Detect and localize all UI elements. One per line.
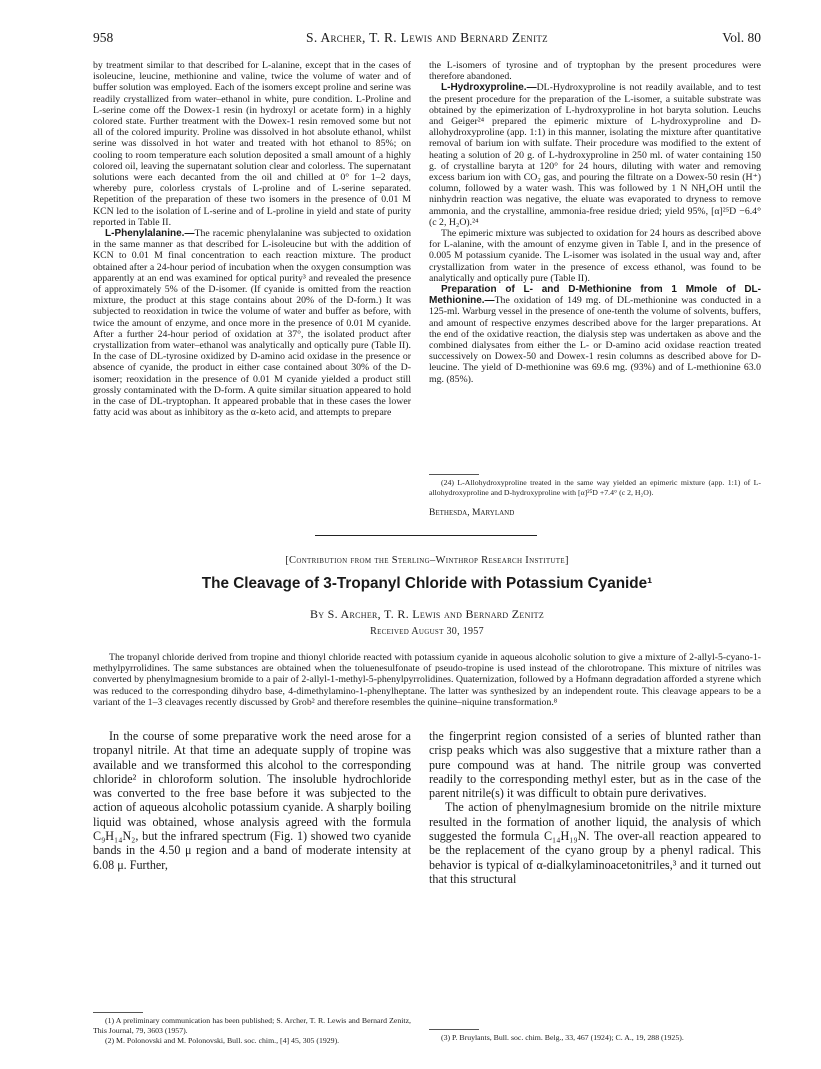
volume-number: Vol. 80	[722, 30, 761, 45]
section-heading: Preparation of L- and D-Methionine from 1 Mmole of DL-Methionine.—	[429, 284, 761, 307]
footnote-24	[429, 478, 761, 497]
footnote-rule	[429, 1029, 479, 1030]
phenylalanine-paragraph	[93, 228, 411, 418]
body-right-column	[429, 729, 761, 886]
contribution-line: [Contribution from the Sterling–Winthrop Research Institute]	[285, 555, 569, 566]
footnotes-left	[93, 1016, 411, 1047]
article-title: The Cleavage of 3-Tropanyl Chloride with Potassium Cyanide¹	[201, 575, 653, 592]
paragraph-text: The oxidation of 149 mg. of DL-methionine was conducted in a 125-ml. Warburg vessel in the presence of one-tenth the volume of solvents, buffers, and amount of respective enzymes described above for the larger preparations. At the end of the oxidative reaction, the dialysis step was undertaken as above and the combined dialysates from either the L- or D-amino acid oxidase reaction treated successively on Dowex-50 and Dowex-1 resin columns as described above for D-leucine. The yield of D-methionine was 69.6 mg. (93%) and of L-methionine 63.0 mg. (85%).	[429, 295, 761, 385]
body-left-column	[93, 729, 411, 872]
running-header-authors: S. Archer, T. R. Lewis and Bernard Zenitz	[306, 30, 548, 45]
paragraph: The action of phenylmagnesium bromide on the nitrile mixture resulted in the formation of another liquid, the analysis of which suggested the formula C₁₄H₁₉N. The over-all reaction appeared to be the replacement of the cyano group by a phenyl radical. This behavior is typical of α-dialkylaminoacetonitriles,³ and it turned out that this structural	[429, 800, 761, 886]
running-header	[93, 30, 761, 48]
page-number: 958	[93, 30, 114, 45]
footnote-rule	[93, 1012, 143, 1013]
journal-page	[93, 30, 761, 1060]
article-separator	[315, 535, 537, 536]
paragraph: In the course of some preparative work the need arose for a tropanyl nitrile. At that time an adequate supply of tropine was available and we transformed this alcohol to the corresponding chloride² in chloroform solution. The insoluble hydrochloride was converted to the free base before it was subjected to the action of aqueous alcoholic potassium cyanide. A sharply boiling liquid was obtained, whose analysis agreed with the formula C₉H₁₄N₂, but the infrared spectrum (Fig. 1) showed two cyanide bands in the 4.50 μ region and a band of moderate intensity at 6.08 μ. Further,	[93, 729, 411, 872]
paragraph: the fingerprint region consisted of a series of blunted rather than crisp peaks which was also suggestive that a mixture rather than a pure compound was at hand. The nitrile group was converted readily to the corresponding methyl ester, but as in the case of the parent nitrile(s) it was difficult to obtain pure derivatives.	[429, 729, 761, 801]
footnote-text: (24) L-Allohydroxyproline treated in the same way yielded an epimeric mixture (app. 1:1) of L-allohydroxyproline and D-hydroxyproline with [α]²⁵D +7.4° (c 2, H₂O).	[429, 478, 761, 497]
top-left-column	[93, 60, 411, 419]
abstract	[93, 652, 761, 708]
footnote-3: (3) P. Bruylants, Bull. soc. chim. Belg., 33, 467 (1924); C. A., 19, 288 (1925).	[441, 1033, 684, 1042]
paragraph-text: The racemic phenylalanine was subjected to oxidation in the same manner as that described for L-isoleucine but with the addition of KCN to 0.01 M final concentration to each reaction mixture. The product obtained after a 24-hour period of incubation when the oxygen consumption was apparently at an end was examined for optical purity³ and revealed the presence of approximately 5% of the D-isomer. (If cyanide is omitted from the reaction mixture, the product at this stage contains about 20% of the D-form.) It was subjected to reoxidation in twice the volume of water and buffer as before, with twice the amount of enzyme, and once more in the presence of 0.01 M cyanide. After a further 24-hour period of oxidation at 37°, the isolated product after crystallization from water–ethanol was analytically and optically pure (Table II). In the case of DL-tyrosine oxidized by D-amino acid oxidase in the presence or absence of cyanide, the product in either case contained about 30% of the D-isomer; reoxidation in the presence of 0.01 M cyanide yielded a product still grossly contaminated with the D-form. A quite similar situation appeared to hold in the case of DL-tryptophan. It appeared probable that in these cases the lower fatty acid was about as inhibitory as the α-keto acid, and attempts to prepare	[93, 228, 411, 419]
paragraph-text: DL-Hydroxyproline is not readily available, and to test the present procedure for the preparation of the L-isomer, a suitable substrate was obtained by the epimerization of L-hydroxyproline in hot baryta solution. Leuchs and Geiger²⁴ prepared the epimeric mixture of L-hydroxyproline and D-allohydroxyproline (app. 1:1) in this manner, isolating the mixture after quantitative removal of barium ion with sulfate. Their procedure was modified to the extent of heating a solution of 20 g. of L-hydroxyproline in 250 ml. of water containing 150 g. of crystalline baryta at 120° for 24 hours, diluting with water and removing excess barium ion with CO₂ gas, and pouring the filtrate on a Dowex-50 resin (H⁺) column, followed by a water wash. This was followed by 1 N NH₄OH until the ninhydrin reaction was negative, the eluate was evaporated to dryness to remove ammonia, and the crystalline, ammonia-free residue dried; yield 95%, [α]²⁵D −6.4° (c 2, H₂O).²⁴	[429, 82, 761, 228]
methionine-paragraph	[429, 284, 761, 385]
received-date: Received August 30, 1957	[370, 626, 484, 637]
paragraph: The epimeric mixture was subjected to oxidation for 24 hours as described above for L-alanine, with the amount of enzyme given in Table I, and in the presence of 0.005 M potassium cyanide. The L-isomer was isolated in the usual way and, after crystallization from water in the presence of excess ethanol, was found to be analytically and optically pure (Table II).	[429, 228, 761, 284]
footnote-rule	[429, 474, 479, 475]
paragraph: the L-isomers of tyrosine and of tryptophan by the present procedures were therefore abandoned.	[429, 60, 761, 83]
footnote-1: (1) A preliminary communication has been published; S. Archer, T. R. Lewis and Bernard Zenitz, This Journal, 79, 3603 (1957).	[93, 1016, 411, 1035]
paragraph: by treatment similar to that described for L-alanine, except that in the cases of isoleucine, leucine, methionine and valine, twice the volume of water and of buffer solution was employed. Each of the isomers except proline and serine was readily crystallized from water–ethanol in white, pure condition. L-Proline and L-serine come off the Dowex-1 resin (in hydroxyl or acetate form) in a highly colored state. Further treatment with the Dowex-1 resin removed some but not all of the colored impurity. Proline was dissolved in hot absolute ethanol, whilst serine was dissolved in hot water and treated with hot ethanol to 85%; on cooling to room temperature each solution deposited a small amount of a highly colored oil, leaving the supernatant solution clear and colorless. The supernatant solutions were each decanted from the oil and chilled at 0° for 1–2 days, whereby pure, colorless crystals of L-proline and of L-serine separated. Repetition of the preparation of these two isomers in the presence of 0.01 M KCN led to the isolation of L-serine and of L-proline in yield and state of purity reported in Table II.	[93, 60, 411, 228]
hydroxyproline-paragraph	[429, 82, 761, 228]
location-line: Bethesda, Maryland	[429, 508, 515, 518]
section-heading: L-Phenylalanine.—	[105, 228, 195, 240]
article-byline: By S. Archer, T. R. Lewis and Bernard Zenitz	[309, 607, 545, 621]
top-right-column	[429, 60, 761, 385]
abstract-text: The tropanyl chloride derived from tropine and thionyl chloride reacted with potassium cyanide in aqueous alcoholic solution to give a mixture of 2-allyl-5-cyano-1-methylpyrrolidines. The same substances are obtained when the toluenesulfonate of pseudo-tropine is used instead of the chlorotropane. This mixture of nitriles was converted by phenylmagnesium bromide to a pair of 2-allyl-1-methyl-5-phenylpyrrolidines. Quaternization, followed by a Hofmann degradation afforded a styrene which was reduced to the corresponding dihydro base, 4-dimethylamino-1-phenylheptane. The latter was synthesized by an independent route. This cleavage appears to be a variant of the 1–3 cleavages recently discussed by Grob² and therefore resembles the quinine–niquine transformation.⁸	[93, 652, 761, 708]
footnote-2: (2) M. Polonovski and M. Polonovski, Bull. soc. chim., [4] 45, 305 (1929).	[105, 1036, 340, 1045]
section-heading: L-Hydroxyproline.—	[441, 82, 537, 94]
footnotes-right	[429, 1033, 761, 1044]
